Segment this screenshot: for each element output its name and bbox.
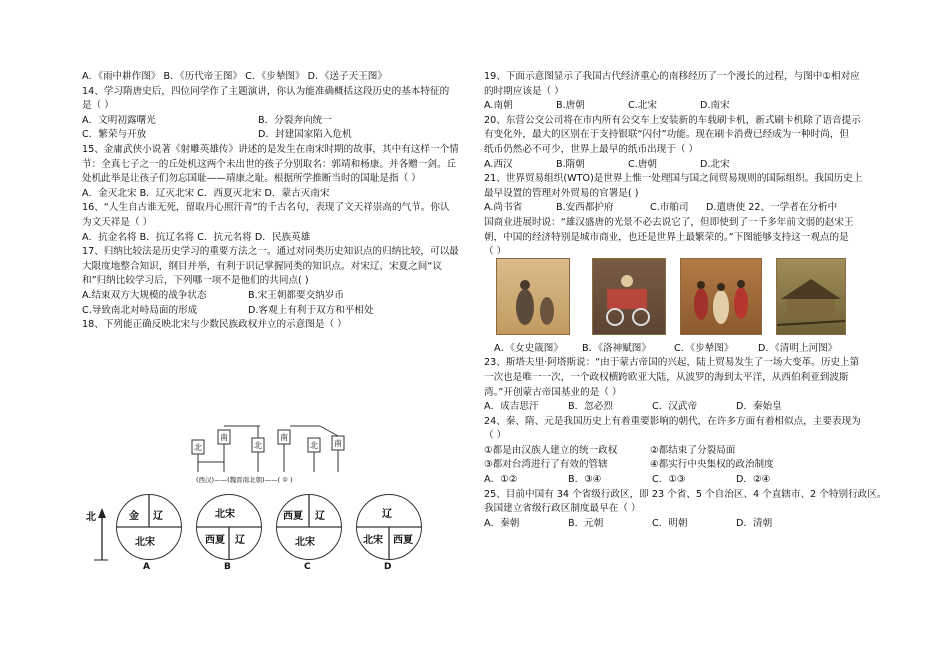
economic-shift-diagram <box>190 420 350 490</box>
q15-options: A．金灭北宋 B．辽灭北宋 C．西夏灭北宋 D．蒙古灭南宋 <box>82 187 330 199</box>
left-column <box>82 70 462 333</box>
diagram-box2-text: 南 <box>220 433 228 442</box>
q20-stem-3: 纸币仍然必不可少，世界上最早的纸币出现于（ ） <box>484 143 699 155</box>
q15-stem-3: 处机此举是让孩子们勿忘国耻——靖康之耻。根据所学推断当时的国耻是指（ ） <box>82 173 421 185</box>
q24-option-b: B．③④ <box>568 474 602 486</box>
painting-bunian-tu <box>680 258 762 335</box>
painting-qingming-shanghe-tu <box>776 258 846 335</box>
q23-option-b: B．忽必烈 <box>568 401 613 413</box>
circle-map-a <box>116 494 182 560</box>
q18-stem: 18、下列能正确反映北宋与少数民族政权并立的示意图是（ ） <box>82 319 347 331</box>
circle-a-bottom: 北宋 <box>135 537 155 548</box>
q20-option-b: B.隋朝 <box>556 158 585 170</box>
q14-option-d: D．封建国家陷入危机 <box>258 129 352 141</box>
circle-map-b <box>196 494 262 560</box>
q24-stem: 24、秦、隋、元是我国历史上有着重要影响的朝代，在许多方面有着相似点，主要表现为 <box>484 415 861 427</box>
q17-stem: 17、归纳比较法是历史学习的重要方法之一。通过对同类历史知识点的归纳比较，可以最 <box>82 246 459 258</box>
q17-stem-2: 大限度地整合知识，纲目并举，有利于识记掌握同类的知识点。对宋辽、宋夏之间“议 <box>82 260 442 272</box>
q23-stem-2: 一次也是唯一一次，一个政权横跨欧亚大陆，从波罗的海到太平洋，从西伯利亚到波斯 <box>484 371 849 383</box>
q24-item-1: ①都是由汉族人建立的统一政权 <box>484 444 618 456</box>
q23-stem: 23、斯塔夫里·阿塔斯说：“由于蒙古帝国的兴起，陆上贸易发生了一场大变革。历史上第 <box>484 357 860 369</box>
circle-b-label: B <box>224 562 231 572</box>
q20-option-c: C.唐朝 <box>628 158 657 170</box>
circle-d-top: 辽 <box>382 509 392 520</box>
circle-b-bl: 西夏 <box>205 535 225 546</box>
q22-stem-2: 朝，中国的经济特别是城市商业，也还是世界上最繁荣的。”下图能够支持这一观点的是 <box>484 231 849 243</box>
q21-option-a: A.尚书省 <box>484 202 523 214</box>
q22-option-d: D．《清明上河图》 <box>758 342 838 354</box>
q19-option-d: D.南宋 <box>700 100 730 112</box>
q14-stem-2: 是（ ） <box>82 100 114 112</box>
q16-stem-2: 为文天祥是（ ） <box>82 216 153 228</box>
q21-stem-2: 最早设置的管理对外贸易的官署是( ) <box>484 187 639 199</box>
q15-stem: 15、金庸武侠小说著《射雕英雄传》讲述的是发生在南宋时期的故事，其中有这样一个情 <box>82 143 459 155</box>
q20-stem-2: 有变化外，最大的区别在于支持银联“闪付”功能。现在刷卡消费已经成为一种时尚，但 <box>484 129 849 141</box>
q20-options <box>484 158 869 173</box>
q23-options <box>484 400 869 415</box>
diagram-box3-text: 北 <box>254 441 262 450</box>
q25-stem: 25、目前中国有 34 个省级行政区，即 23 个省、5 个自治区、4 个直辖市、2 个特别行政区。 <box>484 488 887 500</box>
circle-c-label: C <box>304 562 311 572</box>
circle-d-label: D <box>384 562 392 572</box>
q20-option-d: D.北宋 <box>700 158 730 170</box>
q24-option-c: C．①③ <box>652 474 686 486</box>
circle-map-c <box>276 494 342 560</box>
q23-stem-3: 湾。”开创蒙古帝国基业的是（ ） <box>484 386 622 398</box>
q22-options <box>484 342 869 357</box>
q13-options: A．《雨中耕作图》 B．《历代帝王图》 C．《步辇图》 D．《送子天王图》 <box>82 71 387 82</box>
circle-b-top: 北宋 <box>215 509 235 520</box>
diagram-box4-text: 南 <box>280 433 288 442</box>
q22-option-b: B．《洛神赋图》 <box>582 342 651 354</box>
q24-items-row1 <box>484 444 869 459</box>
circle-c-tr: 辽 <box>315 511 325 522</box>
q25-option-d: D．清朝 <box>736 517 773 529</box>
q16-options: A．抗金名将 B．抗辽名将 C．抗元名将 D．民族英雄 <box>82 231 311 243</box>
q19-option-b: B.唐朝 <box>556 100 585 112</box>
q24-option-a: A．①② <box>484 474 518 486</box>
q17-option-c: C.导致南北对峙局面的形成 <box>82 304 198 316</box>
q14-option-c: C．繁荣与开放 <box>82 129 147 141</box>
q19-option-a: A.南朝 <box>484 100 513 112</box>
q21-stem: 21、世界贸易组织(WTO)是世界上惟一处理国与国之间贸易规则的国际组织。我国历史上 <box>484 173 863 185</box>
q25-option-c: C．明朝 <box>652 517 688 529</box>
q25-option-b: B．元朝 <box>568 517 604 529</box>
q17-options-row2 <box>82 304 462 319</box>
diagram-caption: (西汉)——(魏晋南北朝)——( ① ) <box>196 476 293 484</box>
circle-c-tl: 西夏 <box>283 511 303 522</box>
q14-option-b: B．分裂奔向统一 <box>258 114 332 126</box>
q20-option-a: A.西汉 <box>484 158 513 170</box>
q25-options <box>484 517 869 532</box>
q15-stem-2: 节：全真七子之一的丘处机这两个未出世的孩子分别取名：郭靖和杨康。并各赠一剑。丘 <box>82 158 457 170</box>
q22-stem-3: （ ） <box>484 246 507 258</box>
q24-option-d: D．②④ <box>736 474 771 486</box>
circle-d-bl: 北宋 <box>363 535 383 546</box>
q19-options <box>484 99 869 114</box>
circle-d-br: 西夏 <box>393 535 413 546</box>
q21-option-c: C.市舶司 <box>650 202 689 214</box>
painting-nushi-zhentu <box>496 258 570 335</box>
q14-options-row1 <box>82 114 462 129</box>
diagram-box5-text: 北 <box>310 441 318 450</box>
q19-option-c: C.北宋 <box>628 100 657 112</box>
q23-option-a: A．成吉思汗 <box>484 401 539 413</box>
q24-item-4: ④都实行中央集权的政治制度 <box>650 459 774 471</box>
circle-b-br: 辽 <box>235 535 245 546</box>
q17-option-a: A.结束双方大规模的战争状态 <box>82 289 207 301</box>
q20-stem: 20、东营公交公司将在市内所有公交车上安装新的车载刷卡机，新式刷卡机除了语音提示 <box>484 114 861 126</box>
q25-stem-2: 我国建立省级行政区制度最早在（ ） <box>484 503 641 515</box>
circle-c-bottom: 北宋 <box>295 537 315 548</box>
q19-stem-2: 的时期应该是（ ） <box>484 85 564 97</box>
q19-stem: 19、下面示意图显示了我国古代经济重心的南移经历了一个漫长的过程，与图中①相对应 <box>484 71 860 82</box>
q14-stem: 14、学习隋唐史后，四位同学作了主题演讲，你认为能准确概括这段历史的基本特征的 <box>82 85 450 97</box>
north-arrow <box>86 508 108 568</box>
circle-a-tl: 金 <box>129 511 139 522</box>
q22-stem: 国商业进展时说：“雄汉盛唐的光景不必去说它了，但即使到了一千多年前文弱的赵宋王 <box>484 216 854 228</box>
q23-option-d: D．秦始皇 <box>736 401 782 413</box>
q21-option-d: D.遣唐使 22、一学者在分析中 <box>706 202 838 214</box>
q17-option-d: D.客观上有利于双方和平相处 <box>248 304 374 316</box>
q14-options-row2 <box>82 128 462 143</box>
q22-option-c: C．《步辇图》 <box>674 342 734 354</box>
painting-luoshen-futu <box>592 258 666 335</box>
q24-item-2: ②都结束了分裂局面 <box>650 444 736 456</box>
diagram-box1-text: 北 <box>194 443 202 452</box>
q24-options <box>484 473 869 488</box>
q24-stem-2: （ ） <box>484 430 507 442</box>
arrow-icon <box>86 508 108 568</box>
q21-option-b: B.安西都护府 <box>556 202 614 214</box>
circle-map-d <box>356 494 422 560</box>
q23-option-c: C．汉武帝 <box>652 401 698 413</box>
q24-item-3: ③都对台湾进行了有效的管辖 <box>484 459 608 471</box>
q14-option-a: A．文明初露曙光 <box>82 114 156 126</box>
q16-stem: 16、“人生自古谁无死，留取丹心照汗青”的千古名句，表现了文天祥崇高的气节。你认 <box>82 202 450 214</box>
q21-options <box>484 201 869 216</box>
q22-option-a: A．《女史箴图》 <box>494 342 563 354</box>
circle-a-tr: 辽 <box>153 511 163 522</box>
q17-options-row1 <box>82 289 462 304</box>
q17-option-b: B.宋王朝都要交纳岁币 <box>248 289 344 301</box>
q24-items-row2 <box>484 458 869 473</box>
q25-option-a: A．秦朝 <box>484 517 520 529</box>
diagram-box6-text: 南 <box>334 439 342 448</box>
q17-stem-3: 和”归纳比较学习后，下列哪一项不是他们的共同点( ) <box>82 275 309 287</box>
circle-a-label: A <box>143 562 150 572</box>
north-label: 北 <box>86 512 96 523</box>
